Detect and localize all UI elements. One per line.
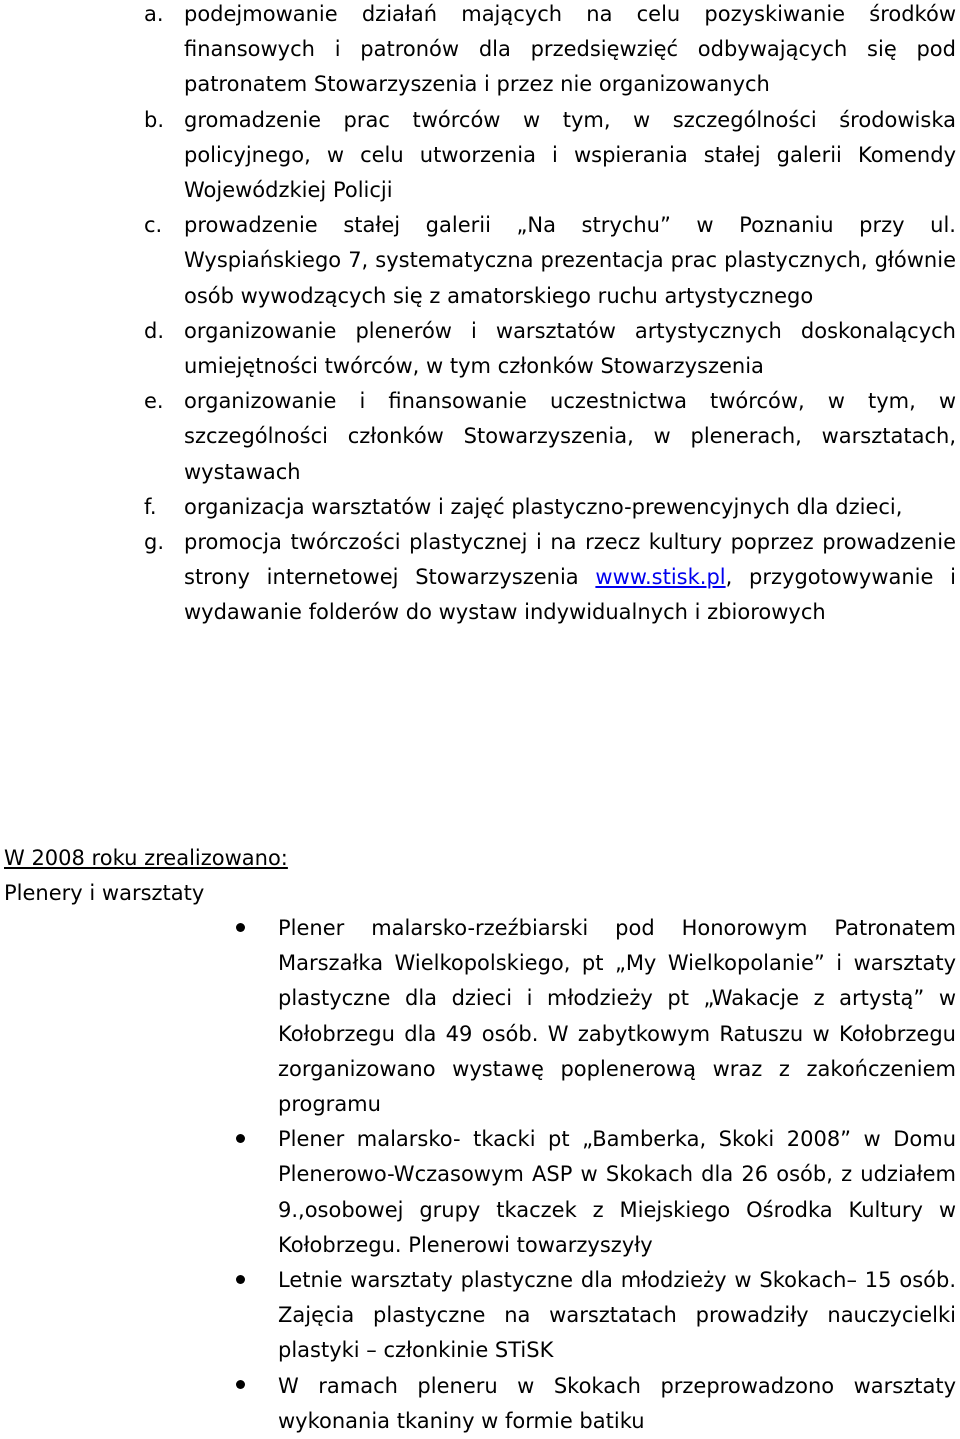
- list-item: [0, 911, 960, 1122]
- list-item: [0, 1263, 960, 1369]
- list-item-text: organizacja warsztatów i zajęć plastyczno-prewencyjnych dla dzieci,: [184, 494, 903, 519]
- list-item: [0, 208, 960, 314]
- bullet-icon: [236, 1134, 245, 1143]
- bullet-icon: [236, 1275, 245, 1284]
- list-item-text: podejmowanie działań mających na celu pozyskiwanie środków finansowych i patronów dla przedsięwzięć odbywających się pod patronatem Stowarzyszenia i przez nie organizowanych: [184, 2, 956, 97]
- bullet-text: W ramach pleneru w Skokach przeprowadzono warsztaty wykonania tkaniny w formie batiku: [278, 1373, 956, 1433]
- list-item-text: gromadzenie prac twórców w tym, w szczególności środowiska policyjnego, w celu utworzenia i wspierania stałej galerii Komendy Wojewódzkiej Policji: [184, 107, 956, 203]
- list-item-text: promocja twórczości plastycznej i na rzecz kultury poprzez prowadzenie strony internetowej Stowarzyszenia www.stisk.pl, przygotowywanie i wydawanie folderów do wystaw indywidualnych i zbiorowych: [184, 530, 956, 625]
- list-marker: f.: [144, 494, 157, 519]
- list-marker: d.: [144, 318, 165, 343]
- bullet-text: Plener malarsko- tkacki pt „Bamberka, Skoki 2008” w Domu Plenerowo-Wczasowym ASP w Skokach dla 26 osób, z udziałem 9.,osobowej grupy tkaczek z Miejskiego Ośrodka Kultury w Kołobrzegu. Plenerowi towarzyszyły: [278, 1127, 956, 1257]
- list-item: [0, 1122, 960, 1263]
- list-item-text: organizowanie plenerów i warsztatów artystycznych doskonalących umiejętności twórców, w tym członków Stowarzyszenia: [184, 318, 956, 379]
- list-marker: a.: [144, 2, 164, 26]
- list-marker: g.: [144, 530, 165, 555]
- bullet-icon: [236, 923, 245, 932]
- list-marker: e.: [144, 389, 164, 414]
- list-item: [0, 384, 960, 490]
- bullet-icon: [236, 1380, 245, 1389]
- section-heading: W 2008 roku zrealizowano:: [4, 846, 288, 870]
- bullet-text: Letnie warsztaty plastyczne dla młodzieży w Skokach– 15 osób. Zajęcia plastyczne na warsztatach prowadziły nauczycielki plastyki – członkinie STiSK: [278, 1268, 956, 1363]
- list-item: [0, 103, 960, 209]
- website-link[interactable]: www.stisk.pl: [595, 565, 726, 590]
- list-item-text: organizowanie i finansowanie uczestnictwa twórców, w tym, w szczególności członków Stowarzyszenia, w plenerach, warsztatach, wystawach: [184, 389, 956, 484]
- list-item: [0, 0, 960, 103]
- list-item: [0, 490, 960, 525]
- section-subheading: Plenery i warsztaty: [4, 881, 205, 905]
- bullet-text: Plener malarsko-rzeźbiarski pod Honorowym Patronatem Marszałka Wielkopolskiego, pt „My Wielkopolanie” i warsztaty plastyczne dla dzieci i młodzieży pt „Wakacje z artystą” w Kołobrzegu dla 49 osób. W zabytkowym Ratuszu w Kołobrzegu zorganizowano wystawę poplenerową wraz z zakończeniem programu: [278, 916, 956, 1117]
- objectives-list: [0, 0, 960, 631]
- events-bullet-list: [0, 911, 960, 1439]
- list-item-text: prowadzenie stałej galerii „Na strychu” w Poznaniu przy ul. Wyspiańskiego 7, systematyczna prezentacja prac plastycznych, głównie osób wywodzących się z amatorskiego ruchu artystycznego: [184, 213, 956, 308]
- list-marker: c.: [144, 213, 163, 238]
- list-item: [0, 1369, 960, 1439]
- list-marker: b.: [144, 107, 165, 132]
- list-item: [0, 314, 960, 384]
- list-item: [0, 525, 960, 631]
